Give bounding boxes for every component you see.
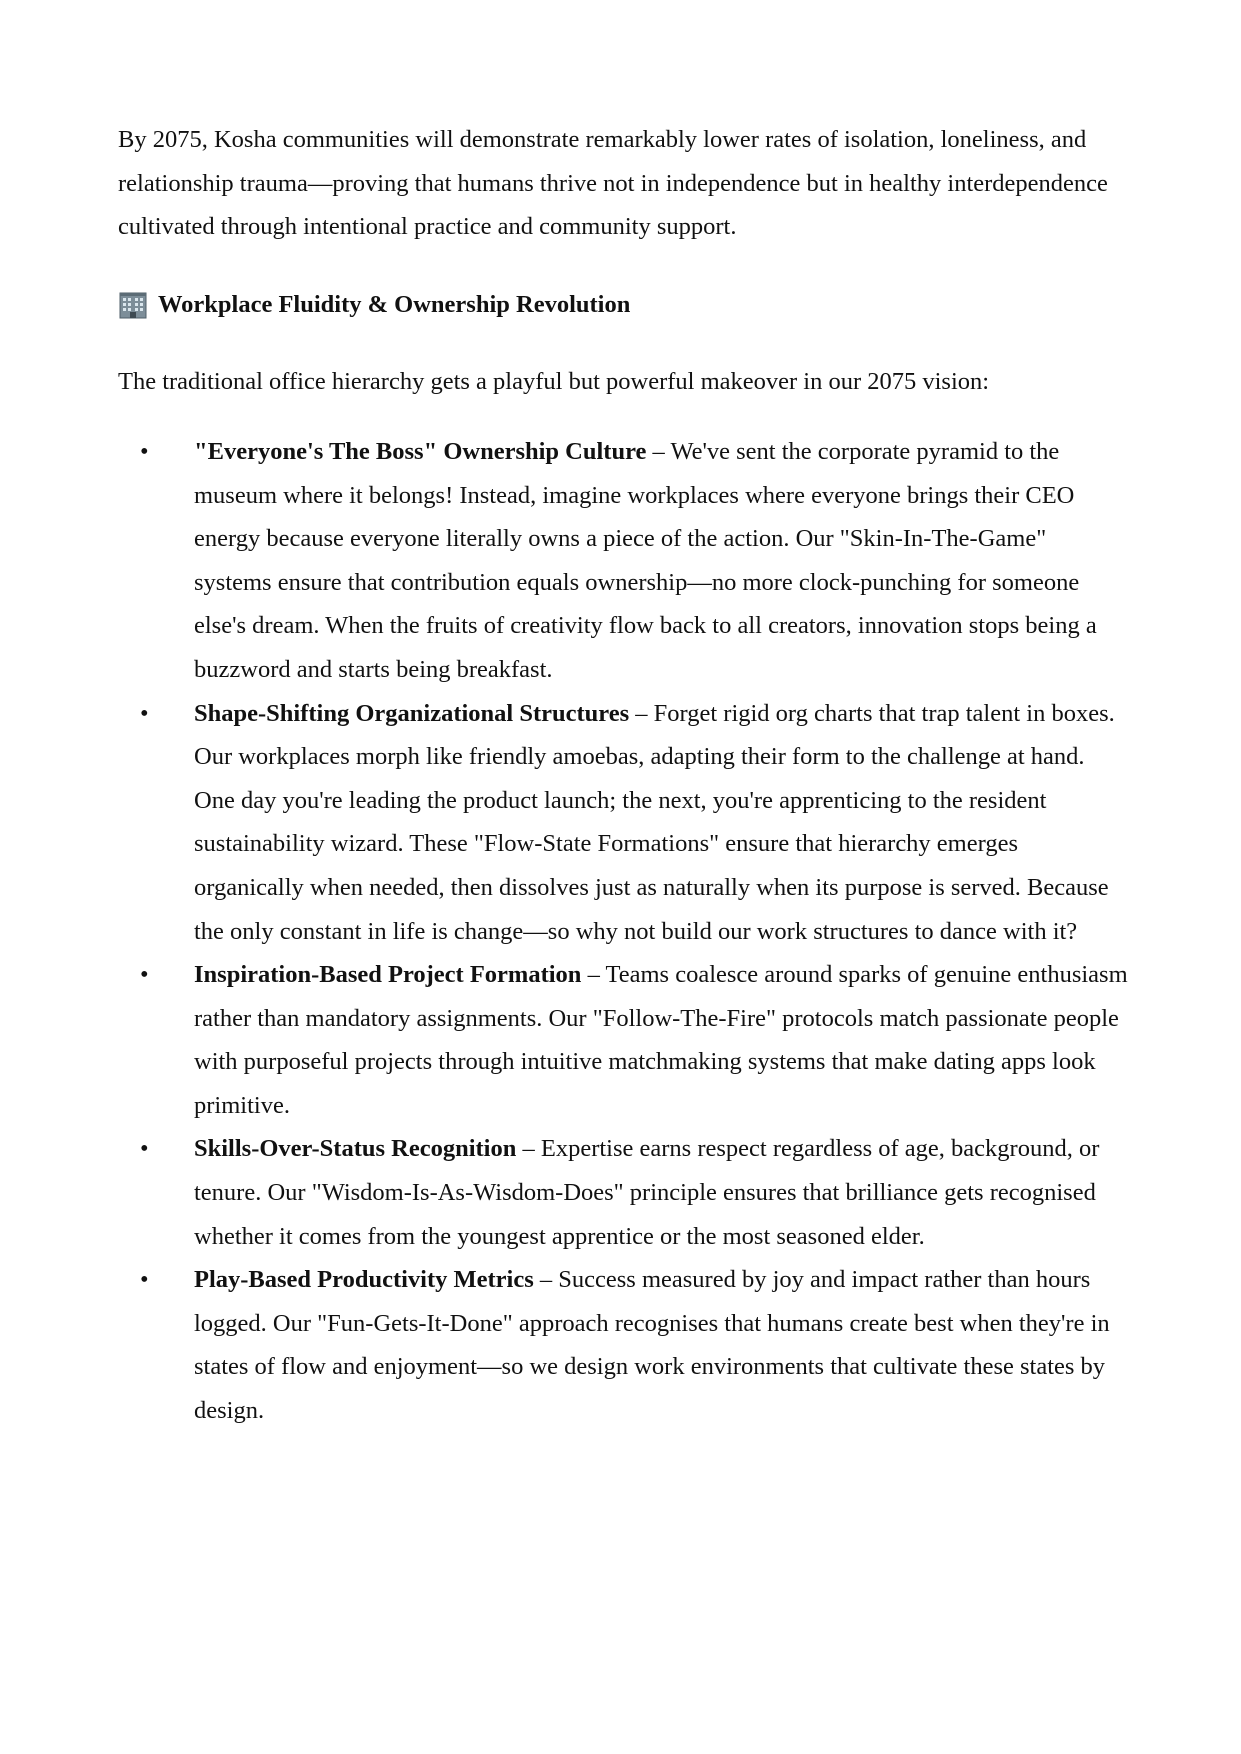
bullet-title: "Everyone's The Boss" Ownership Culture <box>194 437 647 465</box>
bullet-title: Inspiration-Based Project Formation <box>194 961 582 989</box>
section-intro: The traditional office hierarchy gets a playful but powerful makeover in our 2075 vision: <box>118 368 990 396</box>
list-item <box>118 1258 1128 1432</box>
bullet-text: – We've sent the corporate pyramid to the museum where it belongs! Instead, imagine workplaces where everyone brings their CEO energy because everyone literally owns a piece of the action. Our "Skin-In-The-Game" systems ensure that contribution equals ownership—no more clock-punching for someone else's dream. When the fruits of creativity flow back to all creators, innovation stops being a buzzword and starts being breakfast. <box>194 437 1097 683</box>
list-item <box>118 692 1128 954</box>
opening-paragraph: By 2075, Kosha communities will demonstrate remarkably lower rates of isolation, loneliness, and relationship trauma—proving that humans thrive not in independence but in healthy interdependence cultivated through intentional practice and community support. <box>118 126 1108 241</box>
list-item <box>118 1127 1128 1258</box>
bullet-text: – Forget rigid org charts that trap talent in boxes. Our workplaces morph like friendly amoebas, adapting their form to the challenge at hand. One day you're leading the product launch; the next, you're apprenticing to the resident sustainability wizard. These "Flow-State Formations" ensure that hierarchy emerges organically when needed, then dissolves just as naturally when its purpose is served. Because the only constant in life is change—so why not build our work structures to dance with it? <box>194 699 1115 945</box>
office-building-icon <box>118 290 148 320</box>
bullet-marker: • <box>140 1266 149 1294</box>
bullet-marker: • <box>140 961 149 989</box>
bullet-marker: • <box>140 437 149 465</box>
section-heading <box>118 283 1128 327</box>
section-title: Workplace Fluidity & Ownership Revolution <box>158 290 631 318</box>
list-item <box>118 953 1128 1127</box>
bullet-text: – Teams coalesce around sparks of genuine enthusiasm rather than mandatory assignments. Our "Follow-The-Fire" protocols match passionate people with purposeful projects through intuitive matchmaking systems that make dating apps look primitive. <box>194 961 1128 1119</box>
list-item <box>118 430 1128 692</box>
bullet-marker: • <box>140 1135 149 1163</box>
bullet-title: Shape-Shifting Organizational Structures <box>194 699 630 727</box>
bullet-list <box>118 430 1128 1433</box>
bullet-text: – Expertise earns respect regardless of age, background, or tenure. Our "Wisdom-Is-As-Wisdom-Does" principle ensures that brilliance gets recognised whether it comes from the youngest apprentice or the most seasoned elder. <box>194 1135 1100 1250</box>
bullet-marker: • <box>140 699 149 727</box>
document-page <box>118 118 1128 1433</box>
bullet-text: – Success measured by joy and impact rather than hours logged. Our "Fun-Gets-It-Done" approach recognises that humans create best when they're in states of flow and enjoyment—so we design work environments that cultivate these states by design. <box>194 1266 1110 1425</box>
bullet-title: Skills-Over-Status Recognition <box>194 1135 517 1163</box>
bullet-title: Play-Based Productivity Metrics <box>194 1266 534 1294</box>
